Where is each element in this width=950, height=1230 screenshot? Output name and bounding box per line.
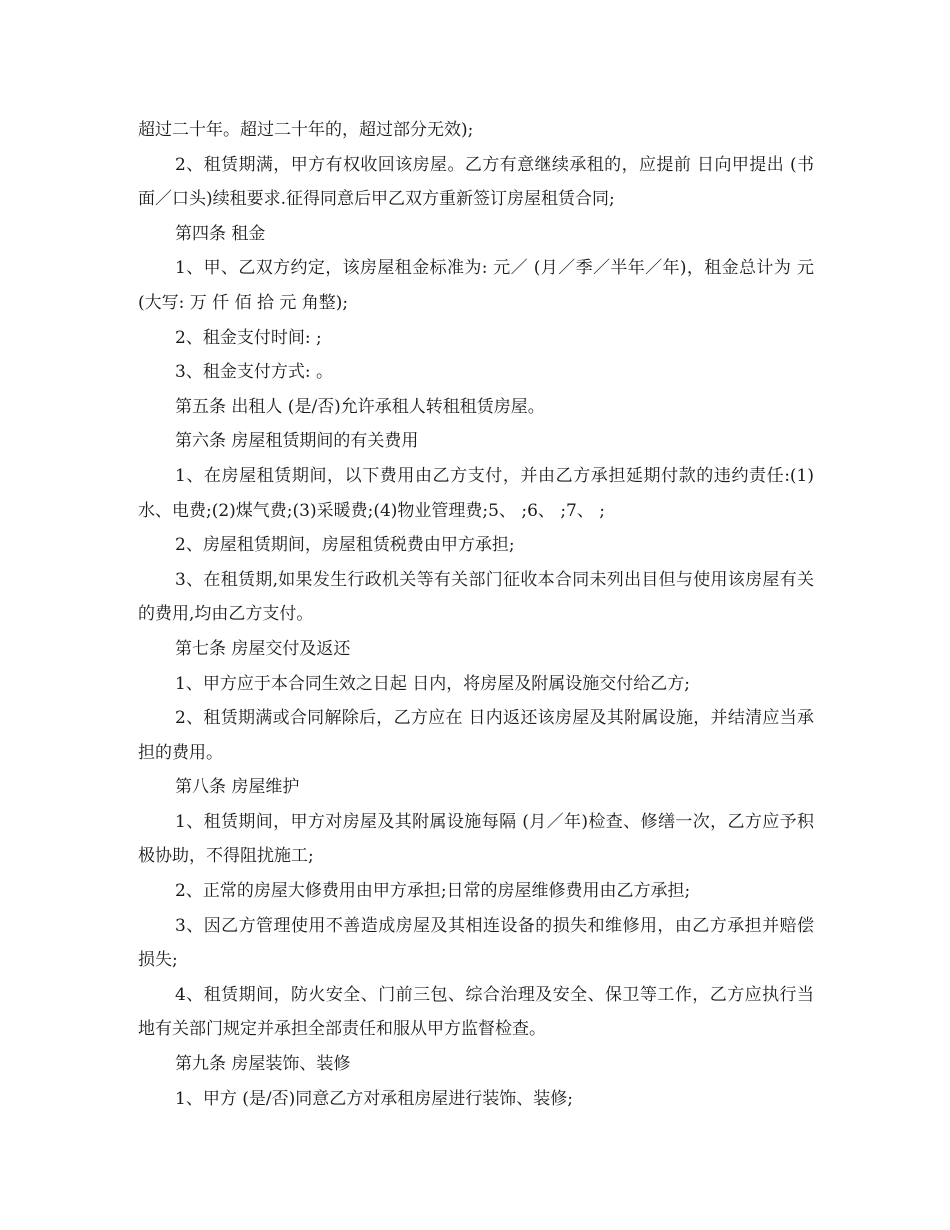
article-heading-5: 第五条 出租人 (是/否)允许承租人转租租赁房屋。 (175, 396, 545, 417)
paragraph-continuation: 超过二十年。超过二十年的，超过部分无效); (138, 120, 474, 140)
article-heading-9: 第九条 房屋装饰、装修 (175, 1054, 351, 1075)
clause-item: 3、因乙方管理使用不善造成房屋及其相连设备的损失和维修用，由乙方承担并赔偿损失; (138, 915, 814, 971)
clause-item: 3、在租赁期,如果发生行政机关等有关部门征收本合同未列出目但与使用该房屋有关的费用,均由乙方支付。 (138, 569, 814, 625)
clause-item: 2、租赁期满，甲方有权收回该房屋。乙方有意继续承租的，应提前 日向甲提出 (书面／口头)续租要求.征得同意后甲乙双方重新签订房屋租赁合同; (138, 154, 814, 210)
clause-item: 1、在房屋租赁期间，以下费用由乙方支付，并由乙方承担延期付款的违约责任:(1)水、电费;(2)煤气费;(3)采暖费;(4)物业管理费;5、 ;6、 ;7、 ; (138, 465, 814, 521)
article-heading-4: 第四条 租金 (175, 223, 266, 244)
article-heading-8: 第八条 房屋维护 (175, 777, 300, 798)
clause-item: 1、租赁期间，甲方对房屋及其附属设施每隔 (月／年)检查、修缮一次，乙方应予积极协助，不得阻扰施工; (138, 811, 814, 867)
article-heading-7: 第七条 房屋交付及返还 (175, 638, 351, 659)
clause-item: 1、甲方应于本合同生效之日起 日内，将房屋及附属设施交付给乙方; (175, 673, 690, 694)
clause-item: 1、甲方 (是/否)同意乙方对承租房屋进行装饰、装修; (175, 1088, 573, 1109)
clause-item: 2、租金支付时间: ; (175, 327, 322, 348)
clause-item: 1、甲、乙双方约定，该房屋租金标准为: 元／ (月／季／半年／年)，租金总计为 元(大写: 万 仟 佰 拾 元 角整); (138, 258, 814, 313)
clause-item: 2、正常的房屋大修费用由甲方承担;日常的房屋维修费用由乙方承担; (175, 881, 691, 902)
clause-item: 3、租金支付方式: 。 (175, 362, 333, 383)
clause-item: 2、房屋租赁期间，房屋租赁税费由甲方承担; (175, 535, 515, 556)
clause-item: 4、租赁期间，防火安全、门前三包、综合治理及安全、保卫等工作，乙方应执行当地有关部门规定并承担全部责任和服从甲方监督检查。 (138, 984, 814, 1040)
article-heading-6: 第六条 房屋租赁期间的有关费用 (175, 431, 419, 452)
clause-item: 2、租赁期满或合同解除后，乙方应在 日内返还该房屋及其附属设施，并结清应当承担的费用。 (138, 708, 814, 763)
document-body (138, 113, 814, 1116)
